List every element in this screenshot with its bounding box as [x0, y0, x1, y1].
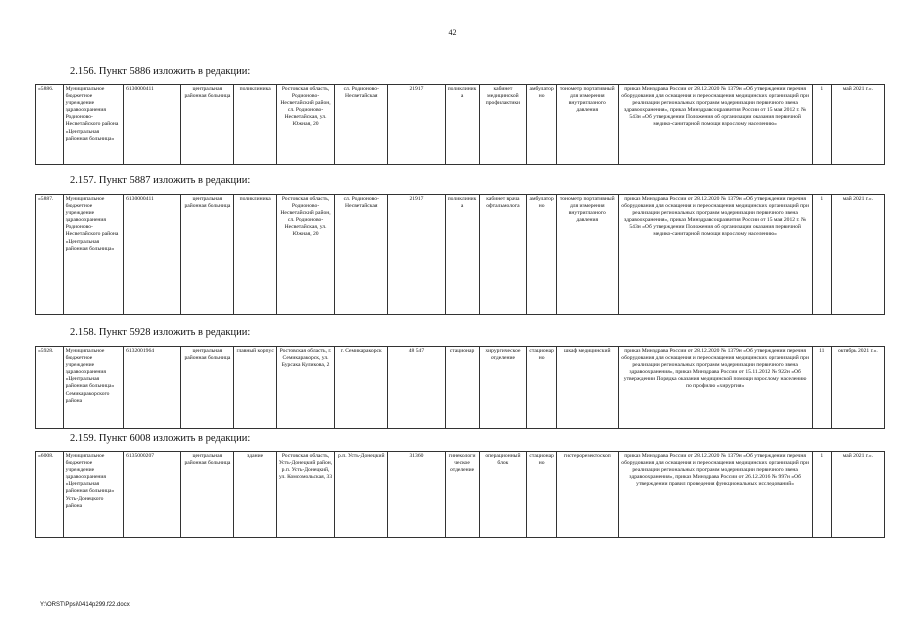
cell-organization: Муниципальное бюджетное учреждение здравоохранения «Центральная районная больница» Семикаракорского района	[63, 347, 123, 429]
cell-org-type: центральная районная больница	[181, 452, 234, 538]
cell-regulation: приказ Минздрава России от 28.12.2020 № 1379н «Об утверждении перечня оборудования для оснащения и переоснащения медицинских организаций при реализации региональных программ модернизации первичного звена здравоохранения», приказ Минздравсоцразвития России от 15 мая 2012 г. № 543н «Об утверждении Положения об организации оказания первичной медико-санитарной помощи взрослому населению»	[618, 195, 812, 315]
cell-care-mode: амбулаторно	[527, 195, 557, 315]
section-heading-6008: 2.159. Пункт 6008 изложить в редакции:	[70, 433, 251, 444]
cell-department: хирургическое отделение	[479, 347, 527, 429]
cell-item-number: «5887.	[36, 195, 64, 315]
cell-inn: 6130000411	[124, 195, 181, 315]
cell-equipment: гистерорезектоскоп	[556, 452, 618, 538]
cell-organization: Муниципальное бюджетное учреждение здравоохранения Родионово-Несветайского района «Центральная районная больница»	[63, 195, 123, 315]
cell-org-type: центральная районная больница	[181, 347, 234, 429]
cell-organization: Муниципальное бюджетное учреждение здравоохранения «Центральная районная больница» Усть-Донецкого района	[63, 452, 123, 538]
cell-settlement: сл. Родионово-Несветайская	[335, 195, 388, 315]
cell-building: здание	[234, 452, 276, 538]
cell-equipment: тонометр портативный для измерения внутриглазного давления	[556, 85, 618, 165]
cell-care-mode: стационарно	[527, 347, 557, 429]
cell-quantity: 1	[812, 452, 831, 538]
cell-population: 21917	[388, 85, 445, 165]
cell-building: главный корпус	[234, 347, 276, 429]
cell-settlement: р.п. Усть-Донецкий	[335, 452, 388, 538]
cell-address: Ростовская область, г. Семикаракорск, ул. Бурсака Куликова, 2	[276, 347, 334, 429]
cell-item-number: «6008.	[36, 452, 64, 538]
cell-inn: 6135000207	[124, 452, 181, 538]
cell-care-mode: стационарно	[527, 452, 557, 538]
cell-settlement: г. Семикаракорск	[335, 347, 388, 429]
cell-regulation: приказ Минздрава России от 28.12.2020 № 1379н «Об утверждении перечня оборудования для оснащения и переоснащения медицинских организаций при реализации региональных программ модернизации первичного звена здравоохранения», приказ Минздрава России от 15.11.2012 № 922н «Об утверждении Порядка оказания медицинской помощи взрослому населению по профилю «хирургия»	[618, 347, 812, 429]
cell-building: поликлиника	[234, 85, 276, 165]
table-row	[36, 452, 885, 538]
cell-department: кабинет медицинской профилактики	[479, 85, 527, 165]
cell-equipment: шкаф медицинский	[556, 347, 618, 429]
cell-department: кабинет врача офтальмолога	[479, 195, 527, 315]
cell-org-type: центральная районная больница	[181, 85, 234, 165]
record-table-5886	[35, 84, 885, 165]
cell-building: поликлиника	[234, 195, 276, 315]
cell-item-number: «5886.	[36, 85, 64, 165]
page-number: 42	[448, 28, 457, 37]
table-row	[36, 85, 885, 165]
cell-date: май 2021 г.».	[831, 85, 884, 165]
cell-population: 21917	[388, 195, 445, 315]
cell-address: Ростовская область, Родионово-Несветайский район, сл. Родионово-Несветайская, ул. Южная, 20	[276, 195, 334, 315]
section-heading-5928: 2.158. Пункт 5928 изложить в редакции:	[70, 327, 251, 338]
table-row	[36, 347, 885, 429]
section-heading-5887: 2.157. Пункт 5887 изложить в редакции:	[70, 175, 251, 186]
cell-quantity: 1	[812, 85, 831, 165]
cell-settlement: сл. Родионово-Несветайская	[335, 85, 388, 165]
cell-quantity: 11	[812, 347, 831, 429]
cell-equipment: тонометр портативный для измерения внутриглазного давления	[556, 195, 618, 315]
cell-date: май 2021 г.».	[831, 452, 884, 538]
cell-item-number: «5928.	[36, 347, 64, 429]
cell-unit: поликлиника	[445, 85, 479, 165]
cell-quantity: 1	[812, 195, 831, 315]
section-heading-5886: 2.156. Пункт 5886 изложить в редакции:	[70, 66, 251, 77]
cell-org-type: центральная районная больница	[181, 195, 234, 315]
cell-organization: Муниципальное бюджетное учреждение здравоохранения Родионово-Несветайского района «Центральная районная больница»	[63, 85, 123, 165]
cell-inn: 6132001964	[124, 347, 181, 429]
cell-address: Ростовская область, Родионово-Несветайский район, сл. Родионово-Несветайская, ул. Южная, 20	[276, 85, 334, 165]
cell-department: операционный блок	[479, 452, 527, 538]
cell-regulation: приказ Минздрава России от 28.12.2020 № 1379н «Об утверждении перечня оборудования для оснащения и переоснащения медицинских организаций при реализации региональных программ модернизации первичного звена здравоохранения», приказ Минздравсоцразвития России от 15 мая 2012 г. № 543н «Об утверждении Положения об организации оказания первичной медико-санитарной помощи взрослому населению»	[618, 85, 812, 165]
record-table-6008	[35, 451, 885, 538]
record-table-5887	[35, 194, 885, 315]
cell-date: октябрь 2021 г.».	[831, 347, 884, 429]
cell-address: Ростовская область, Усть-Донецкий район, р.п. Усть-Донецкий, ул. Комсомольская, 33	[276, 452, 334, 538]
cell-date: май 2021 г.».	[831, 195, 884, 315]
footer-file-path: Y:\ORST\Ppsi\0414p299.f22.docx	[40, 602, 130, 608]
cell-unit: поликлиника	[445, 195, 479, 315]
cell-unit: гинекологическое отделение	[445, 452, 479, 538]
cell-unit: стационар	[445, 347, 479, 429]
cell-population: 31360	[388, 452, 445, 538]
table-row	[36, 195, 885, 315]
cell-regulation: приказ Минздрава России от 28.12.2020 № 1379н «Об утверждении перечня оборудования для оснащения и переоснащения медицинских организаций при реализации региональных программ модернизации первичного звена здравоохранения», приказ Минздрава России от 26.12.2016 № 997н «Об утверждении правил проведения функциональных исследований»	[618, 452, 812, 538]
cell-care-mode: амбулаторно	[527, 85, 557, 165]
cell-population: 48 547	[388, 347, 445, 429]
cell-inn: 6130000411	[124, 85, 181, 165]
record-table-5928	[35, 346, 885, 429]
